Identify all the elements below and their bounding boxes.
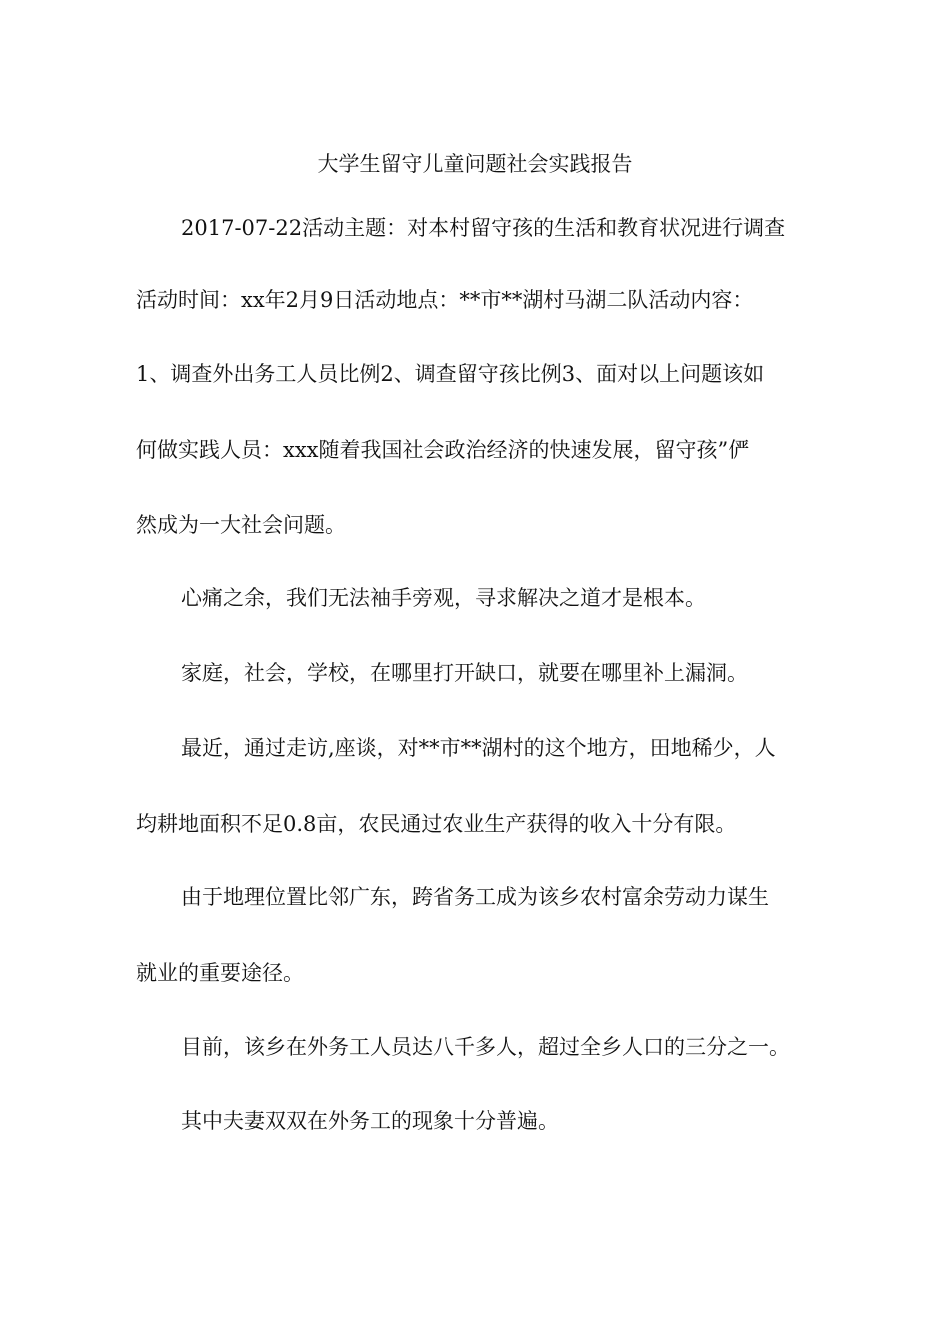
paragraph-line: 2017-07-22活动主题：对本村留守孩的生活和教育状况进行调查 xyxy=(181,216,786,240)
document-title: 大学生留守儿童问题社会实践报告 xyxy=(317,152,633,176)
paragraph-line: 然成为一大社会问题。 xyxy=(136,513,346,537)
paragraph-line: 活动时间：xx年2月9日活动地点：**市**湖村马湖二队活动内容： xyxy=(136,288,754,312)
paragraph-line: 其中夫妻双双在外务工的现象十分普遍。 xyxy=(181,1109,559,1133)
paragraph-line: 心痛之余，我们无法袖手旁观，寻求解决之道才是根本。 xyxy=(181,586,706,610)
paragraph-line: 1、调查外出务工人员比例2、调查留守孩比例3、面对以上问题该如 xyxy=(136,362,765,386)
paragraph-line: 目前，该乡在外务工人员达八千多人，超过全乡人口的三分之一。 xyxy=(181,1035,790,1059)
paragraph-line: 家庭，社会，学校，在哪里打开缺口，就要在哪里补上漏洞。 xyxy=(181,661,748,685)
paragraph-line: 就业的重要途径。 xyxy=(136,961,304,985)
paragraph-line: 由于地理位置比邻广东，跨省务工成为该乡农村富余劳动力谋生 xyxy=(181,885,769,909)
paragraph-line: 何做实践人员：xxx随着我国社会政治经济的快速发展，留守孩”俨 xyxy=(136,438,750,462)
paragraph-line: 最近，通过走访,座谈，对**市**湖村的这个地方，田地稀少，人 xyxy=(181,736,776,760)
paragraph-line: 均耕地面积不足0.8亩，农民通过农业生产获得的收入十分有限。 xyxy=(136,812,737,836)
